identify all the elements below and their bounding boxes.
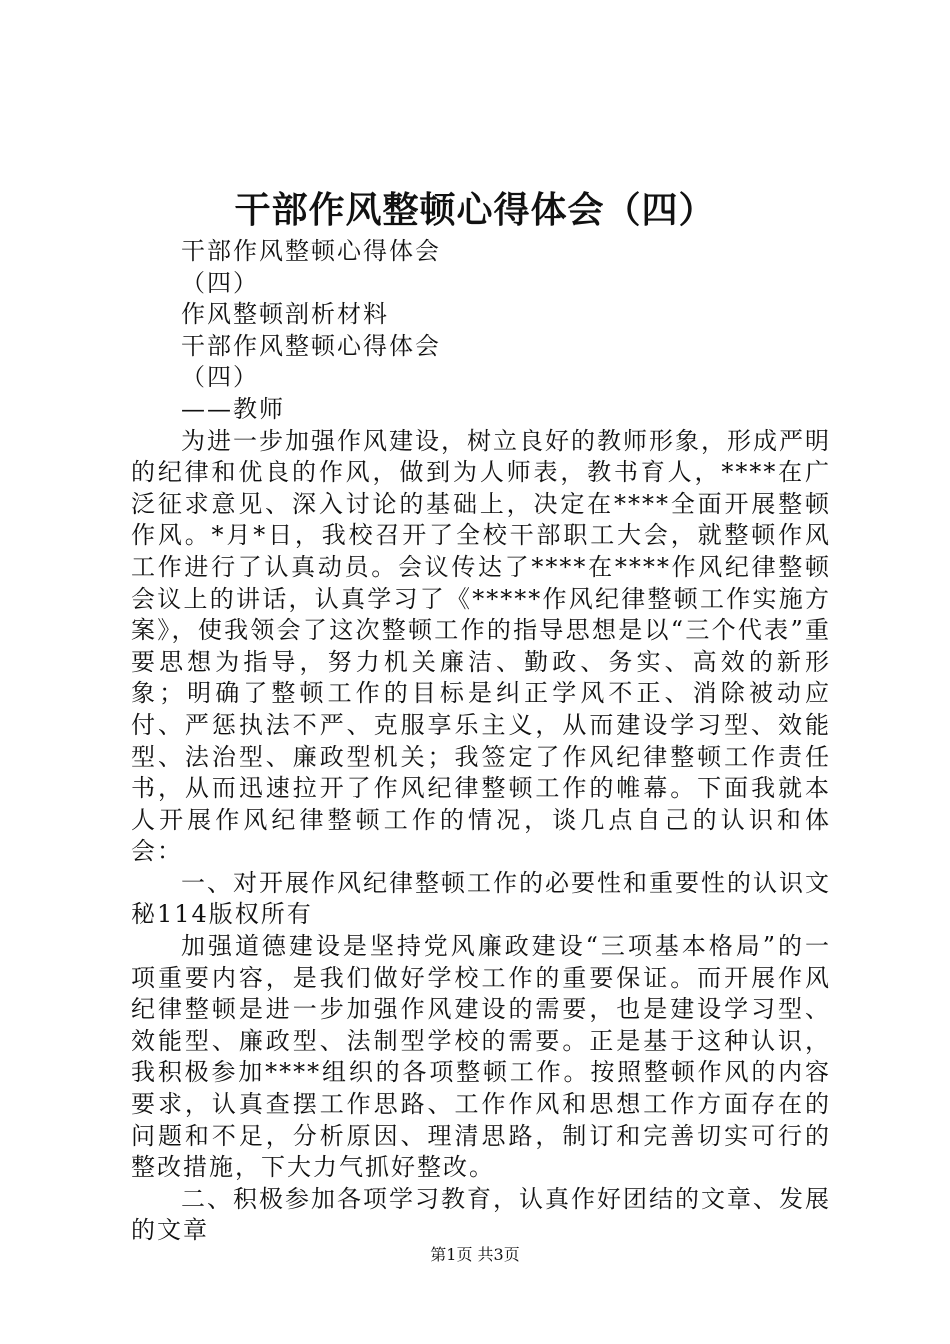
heading-line: 干部作风整顿心得体会 <box>181 237 441 265</box>
heading-line: 干部作风整顿心得体会 <box>181 331 441 360</box>
document-body <box>131 236 831 1247</box>
page-number: 第1页 共3页 <box>430 1245 520 1264</box>
document-title: 干部作风整顿心得体会（四） <box>234 189 716 231</box>
heading-line: ——教师 <box>181 394 285 423</box>
section-heading: 一、对开展作风纪律整顿工作的必要性和重要性的认识文秘114版权所有 <box>131 868 831 929</box>
body-paragraph: 为进一步加强作风建设，树立良好的教师形象，形成严明的纪律和优良的作风，做到为人师表，教书育人，****在广泛征求意见、深入讨论的基础上，决定在****全面开展整顿作风。*月*日，我校召开了全校干部职工大会，就整顿作风工作进行了认真动员。会议传达了****在****作风纪律整顿会议上的讲话，认真学习了《*****作风纪律整顿工作实施方案》，使我领会了这次整顿工作的指导思想是以“三个代表”重要思想为指导，努力机关廉洁、勤政、务实、高效的新形象；明确了整顿工作的目标是纠正学风不正、消除被动应付、严惩执法不严、克服享乐主义，从而建设学习型、效能型、法治型、廉政型机关；我签定了作风纪律整顿工作责任书，从而迅速拉开了作风纪律整顿工作的帷幕。下面我就本人开展作风纪律整顿工作的情况，谈几点自己的认识和体会： <box>131 426 831 866</box>
section-heading: 二、积极参加各项学习教育，认真作好团结的文章、发展的文章 <box>131 1184 831 1245</box>
heading-line: 作风整顿剖析材料 <box>181 300 389 329</box>
body-paragraph: 加强道德建设是坚持党风廉政建设“三项基本格局”的一项重要内容，是我们做好学校工作的重要保证。而开展作风纪律整顿是进一步加强作风建设的需要，也是建设学习型、效能型、廉政型、法制型学校的需要。正是基于这种认识，我积极参加****组织的各项整顿工作。按照整顿作风的内容要求，认真查摆工作思路、工作作风和思想工作方面存在的问题和不足，分析原因、理清思路，制订和完善切实可行的整改措施，下大力气抓好整改。 <box>131 932 831 1182</box>
heading-line: （四） <box>181 363 259 392</box>
heading-line: （四） <box>181 268 259 297</box>
